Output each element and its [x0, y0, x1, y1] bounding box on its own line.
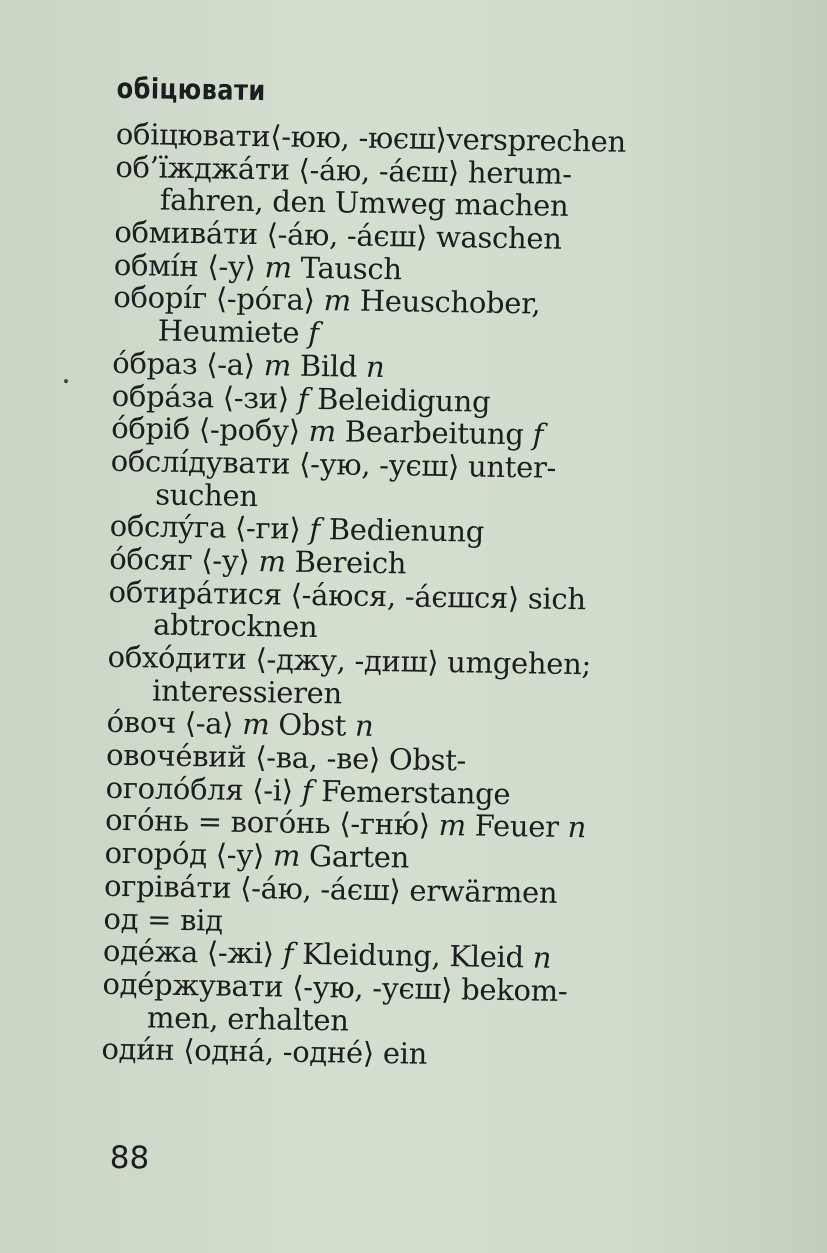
gender-marker: f [309, 512, 321, 547]
gender-marker: f [307, 316, 319, 351]
entry-continuation-line: fahren, den Umweg machen [159, 182, 569, 224]
entry-line: обтирáтися ⟨-áюся, -áєшся⟩ sich [108, 574, 587, 616]
entry-continuation-line: men, erhalten [146, 999, 349, 1038]
gender-marker: n [532, 940, 552, 975]
entry-line: обмíн ⟨-у⟩ m Tausch [113, 247, 403, 287]
entry-continuation-line: suchen [154, 477, 259, 513]
gender-marker: m [308, 414, 337, 449]
gender-marker: m [241, 707, 270, 742]
entry-line: обхóдити ⟨-джу, -диш⟩ umgehen; [107, 639, 592, 682]
dictionary-entries [101, 118, 696, 1075]
entry-continuation-line: interessieren [151, 673, 343, 711]
gender-marker: m [438, 808, 467, 843]
entry-line: обрáза ⟨-зи⟩ f Beleidigung [111, 378, 491, 419]
gender-marker: m [263, 348, 292, 383]
gender-marker: m [264, 249, 293, 285]
entry-line: об’їжджáти ⟨-áю, -áєш⟩ herum- [115, 149, 573, 191]
entry-line: оборíг ⟨-рóга⟩ m Heuschober, [113, 280, 541, 321]
entry-line: óбсяг ⟨-у⟩ m Bereich [108, 541, 407, 581]
entry-line: огóнь = вогóнь ⟨-гню́⟩ m Feuer n [104, 803, 587, 845]
entry-line: одéжа ⟨-жі⟩ f Kleidung, Kleid n [102, 933, 552, 975]
entry-line: овочéвий ⟨-ва, -ве⟩ Obst- [105, 737, 467, 778]
page-number: 88 [109, 1139, 150, 1177]
entry-line: óвоч ⟨-а⟩ m Obst n [106, 705, 374, 744]
entry-line: оди́н ⟨однá, -однé⟩ ein [101, 1031, 428, 1072]
entry-line: обслýга ⟨-ги⟩ f Bedienung [109, 509, 485, 549]
entry-line: огрівáти ⟨-áю, -áєш⟩ erwärmen [103, 868, 558, 910]
gender-marker: n [365, 349, 385, 384]
entry-line: обіцювати⟨-юю, -юєш⟩versprechen [115, 116, 627, 159]
entry-line: оголóбля ⟨-і⟩ f Femerstange [105, 770, 511, 811]
entry-line: обмивáти ⟨-áю, -áєш⟩ waschen [114, 214, 562, 256]
gender-marker: n [567, 810, 587, 845]
gender-marker: f [301, 773, 313, 808]
gender-marker: m [272, 838, 301, 873]
print-speck [64, 379, 68, 383]
gender-marker: f [297, 381, 309, 416]
entry-line: óбраз ⟨-а⟩ m Bild n [112, 345, 385, 384]
gender-marker: f [532, 417, 544, 452]
guide-word: обіцювати [116, 71, 266, 108]
entry-line: од = від [103, 901, 223, 938]
gender-marker: f [282, 936, 294, 971]
entry-continuation-line: Heumiete f [157, 313, 319, 351]
gender-marker: n [354, 709, 374, 744]
entry-line: одéржувати ⟨-ую, -уєш⟩ bekom- [102, 966, 568, 1008]
gender-marker: m [323, 283, 352, 318]
gender-marker: m [258, 544, 286, 579]
entry-line: обслíдувати ⟨-ую, -уєш⟩ unter- [110, 443, 557, 485]
entry-line: огорóд ⟨-у⟩ m Garten [104, 835, 410, 875]
entry-continuation-line: abtrocknen [152, 607, 318, 645]
entry-line: óбріб ⟨-робу⟩ m Bearbeitung f [111, 410, 544, 452]
